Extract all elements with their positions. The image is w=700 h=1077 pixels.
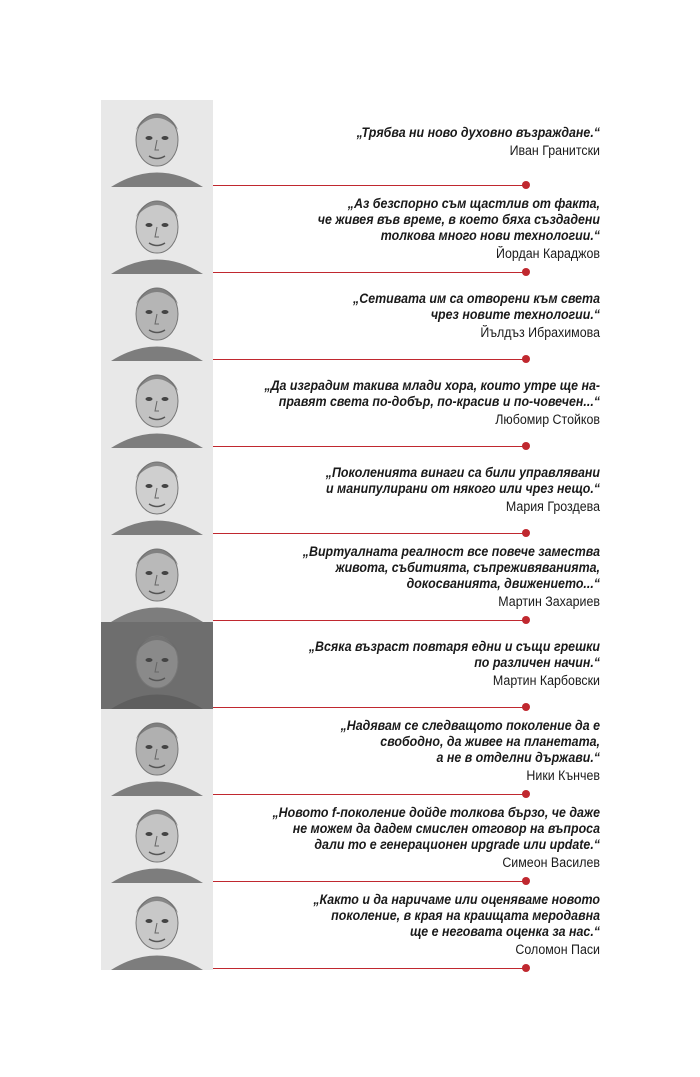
portrait-photo bbox=[101, 361, 213, 448]
quote-author: Мартин Карбовски bbox=[492, 673, 600, 688]
portrait-photo bbox=[101, 796, 213, 883]
quote-entry bbox=[100, 796, 600, 883]
quote-author: Йордан Караджов bbox=[496, 246, 600, 261]
quote-text: „Както и да наричаме или оценяваме новото поколение, в края на краищата меродавна ще е неговата оценка за нас.“ bbox=[313, 892, 600, 939]
quote-block bbox=[220, 125, 600, 159]
quote-block bbox=[220, 196, 600, 262]
portrait-photo bbox=[101, 187, 213, 274]
quote-text: „Виртуалната реалност все повече замества живота, събитията, съпреживяванията, докосванията, движението...“ bbox=[302, 544, 600, 591]
portrait-photo bbox=[101, 100, 213, 187]
quote-block bbox=[220, 639, 600, 689]
quote-text: „Трябва ни ново духовно възраждане.“ bbox=[356, 125, 600, 140]
connector-line bbox=[213, 620, 526, 621]
quote-entry bbox=[100, 274, 600, 361]
connector-line bbox=[213, 794, 526, 795]
quote-author: Ники Кънчев bbox=[526, 768, 600, 783]
quote-text: „Всяка възраст повтаря едни и същи грешки по различен начин.“ bbox=[308, 639, 600, 670]
quote-author: Йълдъз Ибрахимова bbox=[480, 325, 600, 340]
quote-entry bbox=[100, 535, 600, 622]
face-sketch-icon bbox=[101, 100, 213, 187]
quote-author: Симеон Василев bbox=[502, 855, 600, 870]
quote-entry bbox=[100, 187, 600, 274]
connector-line bbox=[213, 359, 526, 360]
quote-block bbox=[220, 892, 600, 958]
quote-block bbox=[220, 291, 600, 341]
quote-text: „Поколенията винаги са били управлявани и манипулирани от някого или чрез нещо.“ bbox=[325, 465, 600, 496]
portrait-photo bbox=[101, 274, 213, 361]
face-sketch-icon bbox=[101, 535, 213, 622]
connector-line bbox=[213, 968, 526, 969]
portrait-photo bbox=[101, 535, 213, 622]
quote-author: Любомир Стойков bbox=[495, 412, 600, 427]
face-sketch-icon bbox=[101, 448, 213, 535]
connector-line bbox=[213, 881, 526, 882]
portrait-photo bbox=[101, 622, 213, 709]
quote-entry bbox=[100, 448, 600, 535]
face-sketch-icon bbox=[101, 709, 213, 796]
quote-block bbox=[220, 805, 600, 871]
connector-line bbox=[213, 185, 526, 186]
face-sketch-icon bbox=[101, 361, 213, 448]
face-sketch-icon bbox=[101, 796, 213, 883]
quote-text: „Новото f-поколение дойде толкова бързо, че даже не можем да дадем смислен отговор на въпроса дали то е генерационен upgrade или update.“ bbox=[272, 805, 600, 852]
quote-entry bbox=[100, 709, 600, 796]
connector-line bbox=[213, 533, 526, 534]
quote-block bbox=[220, 465, 600, 515]
connector-line bbox=[213, 446, 526, 447]
quote-block bbox=[220, 718, 600, 784]
quote-block bbox=[220, 544, 600, 610]
connector-dot bbox=[522, 964, 530, 972]
face-sketch-icon bbox=[101, 274, 213, 361]
quote-author: Мария Гроздева bbox=[505, 499, 600, 514]
portrait-photo bbox=[101, 448, 213, 535]
face-sketch-icon bbox=[101, 883, 213, 970]
connector-line bbox=[213, 707, 526, 708]
face-sketch-icon bbox=[101, 622, 213, 709]
quote-text: „Надявам се следващото поколение да е свободно, да живее на планетата, а не в отделни държави.“ bbox=[340, 718, 600, 765]
quote-block bbox=[220, 378, 600, 428]
quote-text: „Да изградим такива млади хора, които утре ще на- правят света по-добър, по-красив и по-човечен...“ bbox=[264, 378, 600, 409]
face-sketch-icon bbox=[101, 187, 213, 274]
portrait-photo bbox=[101, 709, 213, 796]
quote-author: Иван Гранитски bbox=[509, 143, 600, 158]
quote-entry bbox=[100, 100, 600, 187]
quote-author: Соломон Паси bbox=[515, 942, 600, 957]
quote-text: „Аз безспорно съм щастлив от факта, че живея във време, в което бяха създадени толкова много нови технологии.“ bbox=[317, 196, 600, 243]
quote-author: Мартин Захариев bbox=[498, 594, 600, 609]
quote-text: „Сетивата им са отворени към света чрез новите технологии.“ bbox=[353, 291, 600, 322]
quote-entry bbox=[100, 883, 600, 970]
quote-entry bbox=[100, 361, 600, 448]
portrait-photo bbox=[101, 883, 213, 970]
connector-line bbox=[213, 272, 526, 273]
quote-entry bbox=[100, 622, 600, 709]
